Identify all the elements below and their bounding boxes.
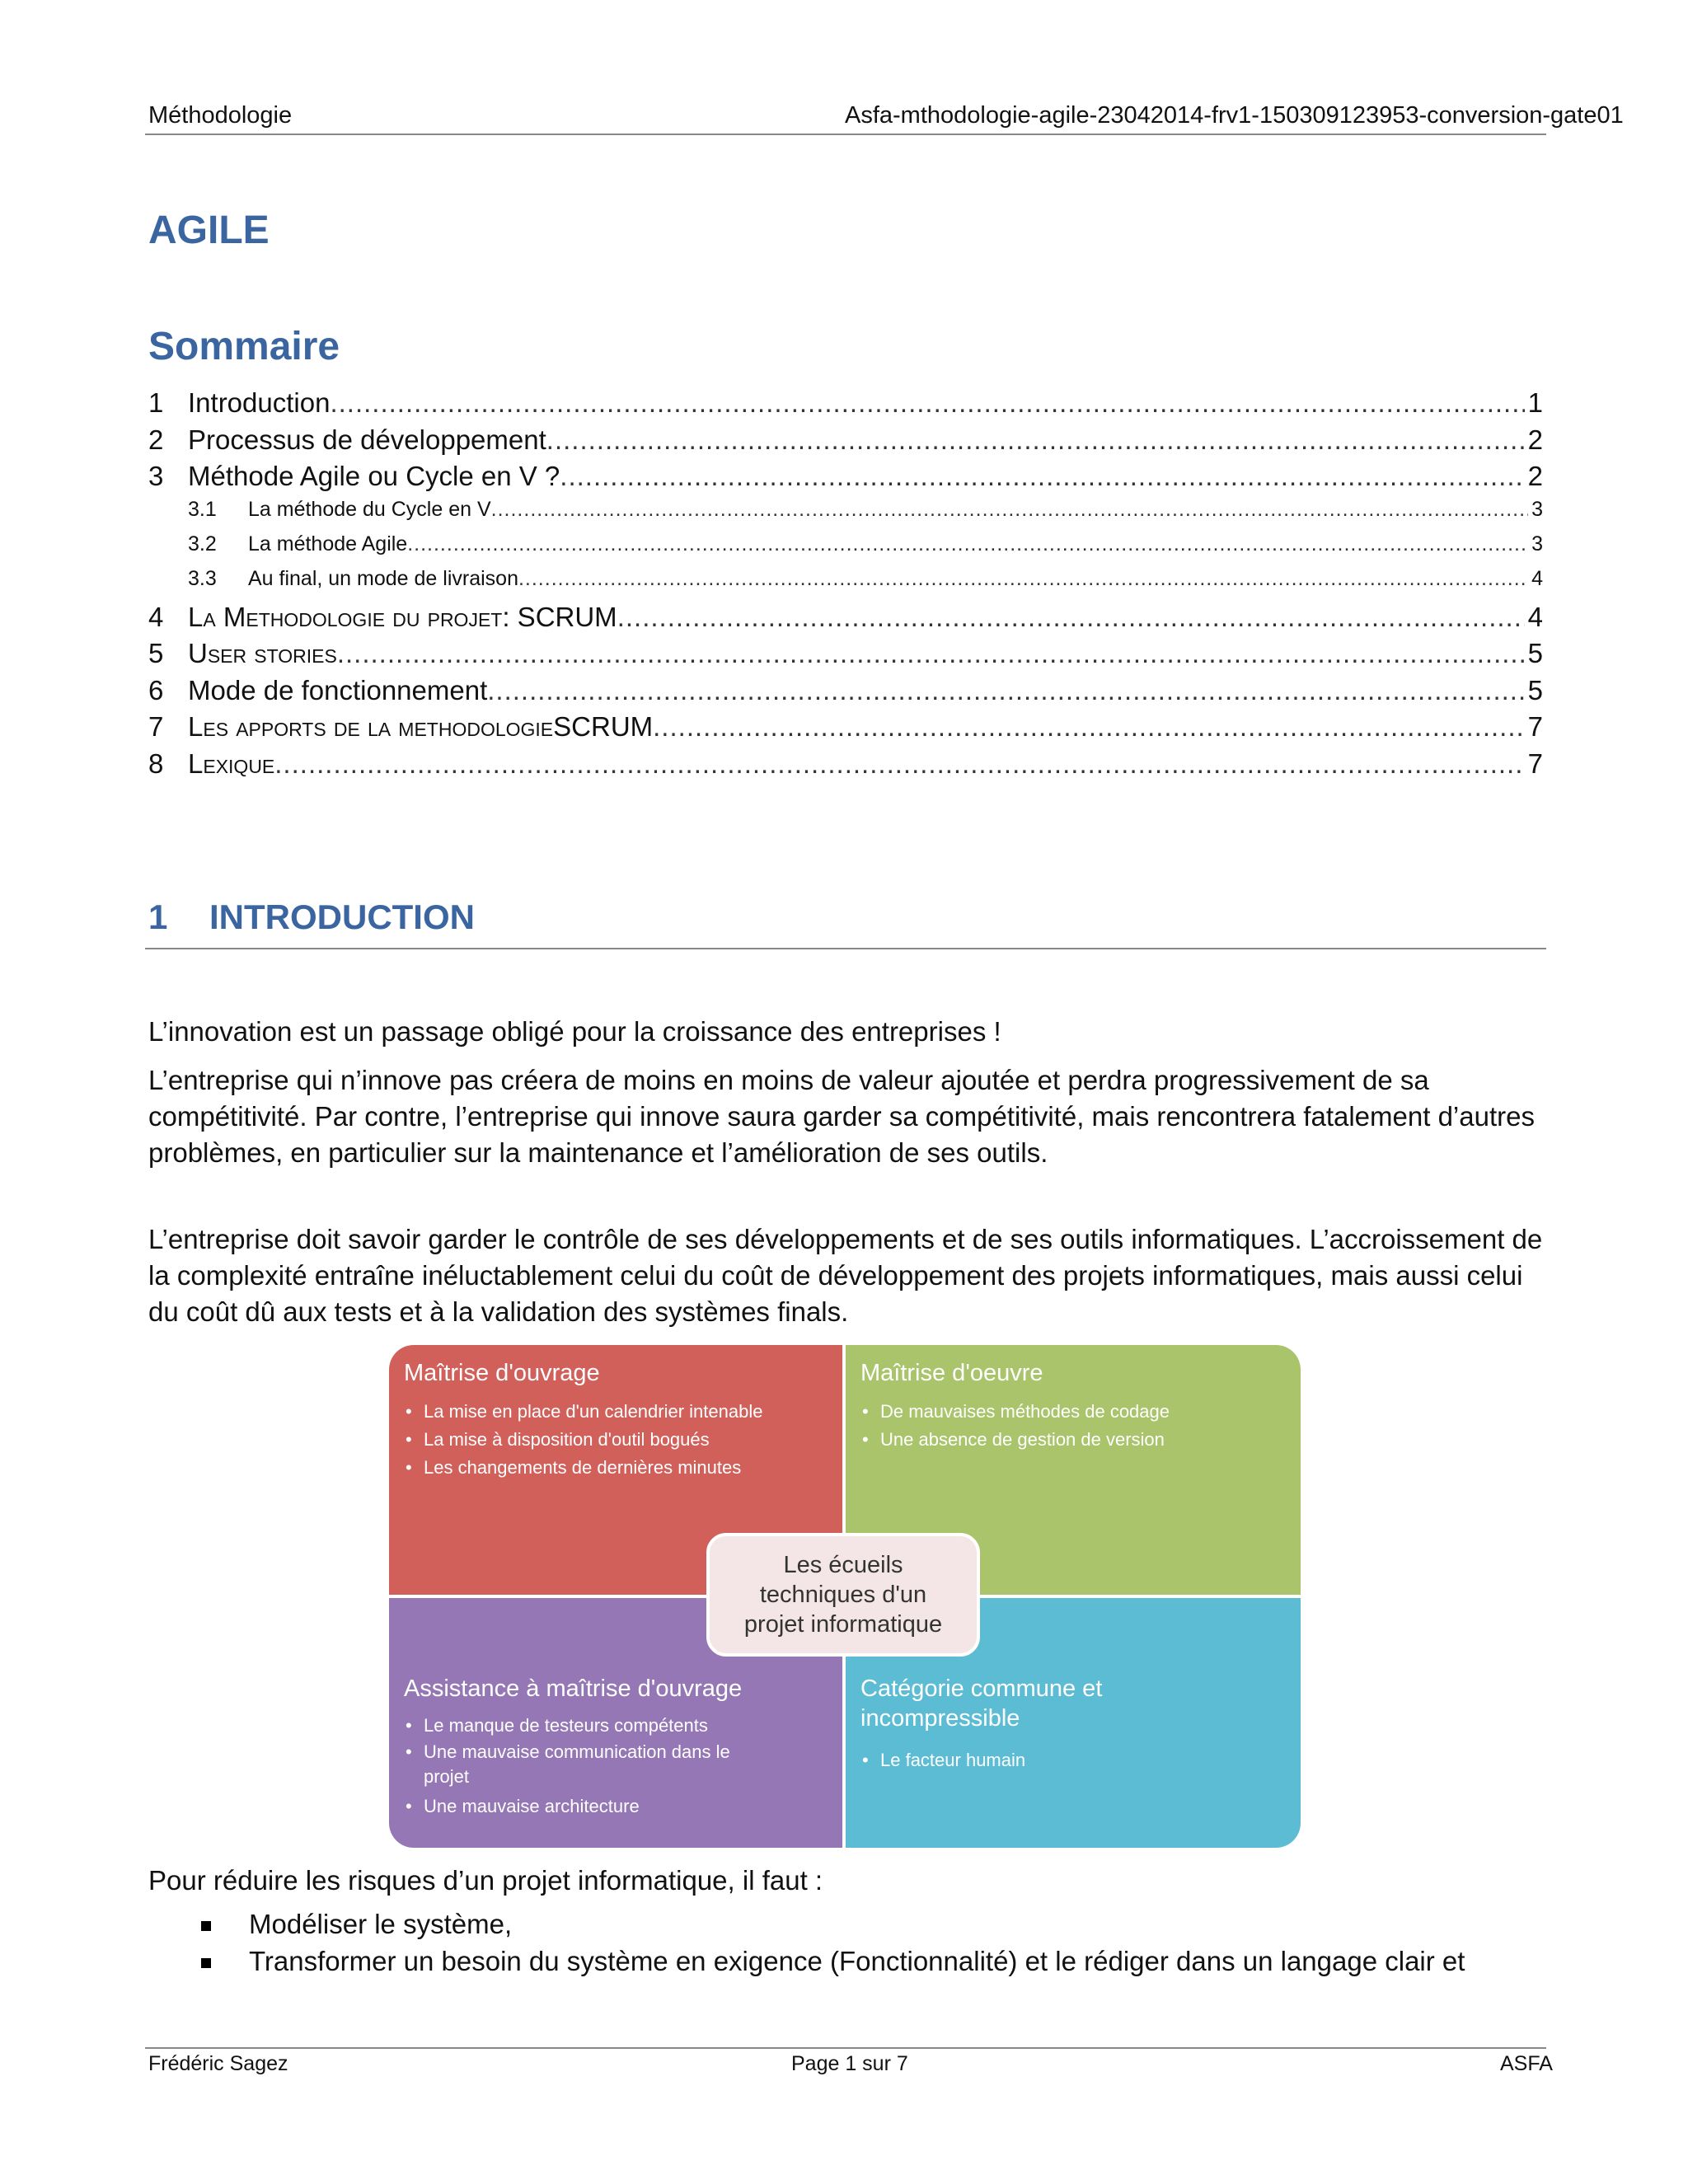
toc-leader	[617, 602, 1525, 633]
toc-page: 3	[1531, 532, 1543, 555]
center-label-text: Les écueils techniques d'un projet informatique	[743, 1552, 943, 1638]
list-item: • Une mauvaise architecture	[404, 1793, 767, 1821]
toc-label: Au final, un mode de livraison	[248, 566, 518, 590]
toc-entry[interactable]	[148, 748, 1543, 785]
header-right: Asfa-mthodologie-agile-23042014-frv1-150309123953-conversion-gate01	[845, 102, 1624, 129]
list-item: • De mauvaises méthodes de codage	[860, 1398, 1273, 1426]
toc-number: 2	[148, 424, 164, 455]
toc-number: 7	[148, 711, 164, 742]
table-of-contents	[148, 387, 1543, 785]
risk-diagram	[389, 1345, 1301, 1848]
section-title: INTRODUCTION	[209, 898, 475, 936]
toc-number: 1	[148, 387, 164, 418]
quadrant-title: Catégorie commune et incompressible	[860, 1675, 1103, 1732]
toc-leader	[546, 424, 1525, 456]
section-number: 1	[148, 898, 168, 936]
list-item: • Le manque de testeurs compétents	[404, 1712, 767, 1740]
toc-entry[interactable]	[148, 711, 1543, 748]
toc-page: 4	[1531, 566, 1543, 590]
section-heading	[148, 898, 475, 937]
toc-label: Mode de fonctionnement	[188, 674, 488, 705]
list-item: • La mise en place d'un calendrier intenable	[404, 1398, 816, 1426]
header-left: Méthodologie	[148, 102, 293, 129]
toc-entry[interactable]	[148, 498, 1543, 532]
footer-page-number: Page 1 sur 7	[791, 2052, 908, 2075]
diagram-center-label	[706, 1533, 980, 1657]
footer-organization: ASFA	[1500, 2052, 1553, 2075]
paragraph: Pour réduire les risques d’un projet informatique, il faut :	[148, 1865, 823, 1896]
bullet-list	[148, 1909, 1550, 1983]
toc-page: 4	[1527, 601, 1543, 632]
toc-page: 2	[1527, 461, 1543, 491]
toc-label: Lexique	[188, 748, 275, 779]
toc-entry[interactable]	[148, 602, 1543, 639]
toc-leader	[491, 498, 1528, 522]
toc-page: 1	[1527, 387, 1543, 418]
toc-number: 3.3	[188, 566, 217, 590]
toc-leader	[653, 711, 1525, 743]
toc-leader	[337, 638, 1525, 669]
footer-author: Frédéric Sagez	[148, 2052, 288, 2075]
toc-leader	[274, 748, 1524, 780]
toc-number: 8	[148, 748, 164, 779]
toc-leader	[487, 675, 1524, 706]
section-divider	[145, 948, 1546, 949]
toc-leader	[407, 532, 1528, 556]
quadrant-list	[860, 1398, 1273, 1454]
toc-page: 5	[1527, 638, 1543, 668]
quadrant-title: Maîtrise d'ouvrage	[404, 1360, 600, 1386]
toc-label-suffix: : SCRUM	[502, 601, 617, 632]
toc-page: 7	[1527, 711, 1543, 742]
toc-number: 3	[148, 461, 164, 491]
header-divider	[145, 134, 1546, 135]
toc-number: 4	[148, 601, 164, 632]
list-item: Transformer un besoin du système en exigence (Fonctionnalité) et le rédiger dans un langage clair et	[148, 1946, 1550, 1983]
toc-entry[interactable]	[148, 461, 1543, 498]
list-item: • Le facteur humain	[860, 1746, 1273, 1774]
toc-leader	[330, 387, 1524, 419]
toc-number: 5	[148, 638, 164, 668]
toc-entry[interactable]	[148, 424, 1543, 462]
toc-label-suffix: SCRUM	[553, 711, 654, 742]
toc-label: La méthode du Cycle en V	[248, 497, 491, 521]
quadrant-title: Assistance à maîtrise d'ouvrage	[404, 1675, 743, 1702]
toc-leader	[518, 567, 1528, 591]
toc-label: Processus de développement	[188, 424, 546, 455]
document-title: AGILE	[148, 209, 270, 252]
list-item: • Une absence de gestion de version	[860, 1426, 1273, 1454]
toc-label: User stories	[188, 638, 337, 668]
toc-title: Sommaire	[148, 325, 340, 368]
toc-label: Les apports de la methodologie	[188, 711, 554, 742]
toc-number: 3.1	[188, 497, 217, 521]
quadrant-title: Maîtrise d'oeuvre	[860, 1360, 1043, 1386]
toc-number: 6	[148, 674, 164, 705]
toc-entry[interactable]	[148, 567, 1543, 602]
list-item: • La mise à disposition d'outil bogués	[404, 1426, 816, 1454]
toc-number: 3.2	[188, 532, 217, 555]
list-item: Modéliser le système,	[148, 1909, 1550, 1946]
toc-page: 2	[1527, 424, 1543, 455]
toc-entry[interactable]	[148, 638, 1543, 675]
footer-divider	[145, 2047, 1546, 2049]
toc-label: La méthode Agile	[248, 532, 408, 555]
quadrant-list	[860, 1746, 1273, 1774]
paragraph: L’innovation est un passage obligé pour la croissance des entreprises !	[148, 1016, 1001, 1047]
quadrant-list	[404, 1398, 816, 1482]
list-item: • Une mauvaise communication dans le projet	[404, 1740, 767, 1789]
toc-label: Méthode Agile ou Cycle en V ?	[188, 461, 560, 491]
toc-entry[interactable]	[148, 387, 1543, 424]
toc-label: La Methodologie du projet	[188, 601, 503, 632]
toc-entry[interactable]	[148, 532, 1543, 567]
list-item: • Les changements de dernières minutes	[404, 1454, 816, 1482]
quadrant-list	[404, 1712, 767, 1821]
toc-entry[interactable]	[148, 675, 1543, 712]
toc-page: 7	[1527, 748, 1543, 779]
toc-label: Introduction	[188, 387, 331, 418]
paragraph: L’entreprise doit savoir garder le contrôle de ses développements et de ses outils informatiques. L’accroissement de la complexité entraîne inéluctablement celui du coût de développement des projets informatiques, mais aussi celui du coût dû aux tests et à la validation des systèmes finals.	[148, 1224, 1543, 1327]
toc-page: 5	[1527, 674, 1543, 705]
toc-leader	[560, 461, 1524, 492]
paragraph: L’entreprise qui n’innove pas créera de moins en moins de valeur ajoutée et perdra progressivement de sa compétitivité. Par contre, l’entreprise qui innove saura garder sa compétitivité, mais rencontrera fatalement d’autres problèmes, en particulier sur la maintenance et l’amélioration de ses outils.	[148, 1065, 1535, 1168]
toc-page: 3	[1531, 497, 1543, 521]
